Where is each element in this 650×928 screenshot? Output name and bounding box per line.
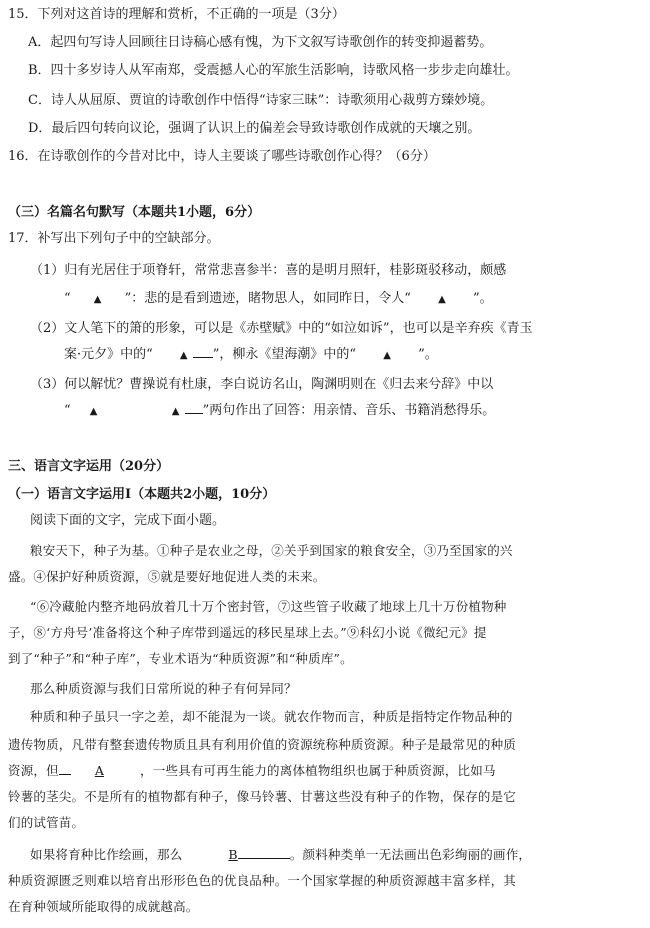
blank-a: A	[94, 763, 105, 778]
reading-prompt: 阅读下面的文字，完成下面小题。	[30, 513, 226, 528]
question-15-option-a: A．起四句写诗人回顾往日诗稿心感有愧，为下文叙写诗歌创作的转变抑遏蓄势。	[28, 35, 493, 50]
question-17-item-3-line2	[64, 402, 495, 421]
passage-line-9-post: ，一些具有可再生能力的离体植物组织也属于种质资源，比如马	[140, 763, 496, 778]
passage-line-9	[8, 762, 496, 780]
question-15-option-b: B．四十多岁诗人从军南郑，受震撼人心的军旅生活影响，诗歌风格一步步走向雄壮。	[28, 63, 519, 78]
answer-blank-marker: ▲	[438, 294, 446, 305]
passage-line-10: 铃薯的茎尖。不是所有的植物都有种子，像马铃薯、甘薯这些没有种子的作物，保存的是它	[8, 789, 517, 804]
question-15-option-c: C．诗人从屈原、贾谊的诗歌创作中悟得“诗家三昧”：诗歌须用心裁剪方臻妙境。	[28, 93, 494, 108]
question-17-item-3-line1: （3）何以解忧？曹操说有杜康，李白说访名山，陶渊明则在《归去来兮辞》中以	[30, 377, 494, 392]
section-famous-lines-heading: （三）名篇名句默写（本题共1小题，6分）	[8, 205, 261, 220]
passage-line-2: 盛。④保护好种质资源，⑤就是要好地促进人类的未来。	[8, 569, 326, 584]
passage-line-12	[30, 846, 531, 864]
quote-open: “	[64, 403, 71, 418]
answer-blank-marker: ▲	[179, 350, 188, 361]
question-17-item-2-line1: （2）文人笔下的箫的形象，可以是《赤壁赋》中的“如泣如诉”，也可以是辛弃疾《青玉	[30, 321, 533, 336]
question-16-stem: 16．在诗歌创作的今昔对比中，诗人主要谈了哪些诗歌创作心得？（6分）	[8, 149, 436, 164]
passage-line-7: 种质和种子虽只一字之差，却不能混为一谈。就农作物而言，种质是指特定作物品种的	[30, 709, 513, 724]
question-17-item-1-line2	[64, 290, 493, 309]
quote-close: ”。	[418, 347, 438, 362]
question-17-item-1-line1: （1）归有光居住于项脊轩，常常悲喜参半：喜的是明月照轩，桂影斑驳移动，颇感	[30, 263, 507, 278]
passage-line-9-pre: 资源，但	[8, 763, 59, 778]
passage-line-3: “⑥冷藏舱内整齐地码放着几十万个密封管，⑦这些管子收藏了地球上几十万份植物种	[30, 599, 507, 614]
passage-line-12-pre: 如果将育种比作绘画，那么	[30, 847, 183, 862]
passage-line-8: 遗传物质，凡带有整套遗传物质且具有利用价值的资源统称种质资源。种子是最常见的种质	[8, 737, 517, 752]
answer-blank-marker: ▲	[89, 406, 98, 417]
answer-blank-marker: ▲	[171, 406, 180, 417]
question-15-option-d: D．最后四句转向议论，强调了认识上的偏差会导致诗歌创作成就的天壤之别。	[28, 121, 481, 136]
question-17-item-2-pre: 案·元夕》中的“	[64, 347, 153, 362]
passage-line-4: 子，⑧‘方舟号’准备将这个种子库带到遥远的移民星球上去。”⑨科幻小说《微纪元》提	[8, 625, 487, 640]
passage-line-11: 们的试管苗。	[8, 815, 85, 830]
question-17-item-2-mid: ”，柳永《望海潮》中的“	[212, 347, 357, 362]
passage-line-13: 种质资源匮乏则难以培育出形形色色的优良品种。一个国家掌握的种质资源越丰富多样，其	[8, 873, 517, 888]
passage-line-12-post: 。颜料种类单一无法画出色彩绚丽的画作，	[289, 847, 532, 862]
question-17-item-3-end: ”两句作出了回答：用亲情、音乐、书籍消愁得乐。	[202, 403, 496, 418]
passage-line-6: 那么种质资源与我们日常所说的种子有何异同？	[30, 681, 297, 696]
quote-open: “	[64, 291, 71, 306]
question-17-stem: 17．补写出下列句子中的空缺部分。	[8, 231, 220, 246]
answer-blank-marker: ▲	[93, 294, 102, 305]
passage-line-14: 在育种领域所能取得的成就越高。	[8, 899, 199, 914]
passage-line-1: 粮安天下，种子为基。①种子是农业之母，②关乎到国家的粮食安全，③乃至国家的兴	[30, 543, 513, 558]
passage-line-5: 到了“种子”和“种子库”，专业术语为“种质资源”和“种质库”。	[8, 651, 353, 666]
question-15-stem: 15．下列对这首诗的理解和赏析，不正确的一项是（3分）	[8, 7, 345, 22]
question-17-item-1-mid: ”：悲的是看到遗迹，睹物思人，如同昨日，令人“	[124, 291, 411, 306]
part-3-subheading: （一）语言文字运用Ⅰ（本题共2小题，10分）	[8, 487, 276, 502]
part-3-heading: 三、语言文字运用（20分）	[8, 459, 170, 474]
quote-close: ”。	[472, 291, 493, 306]
blank-b: B	[228, 847, 238, 862]
answer-blank-marker: ▲	[383, 350, 391, 361]
question-17-item-2-line2	[64, 346, 438, 365]
